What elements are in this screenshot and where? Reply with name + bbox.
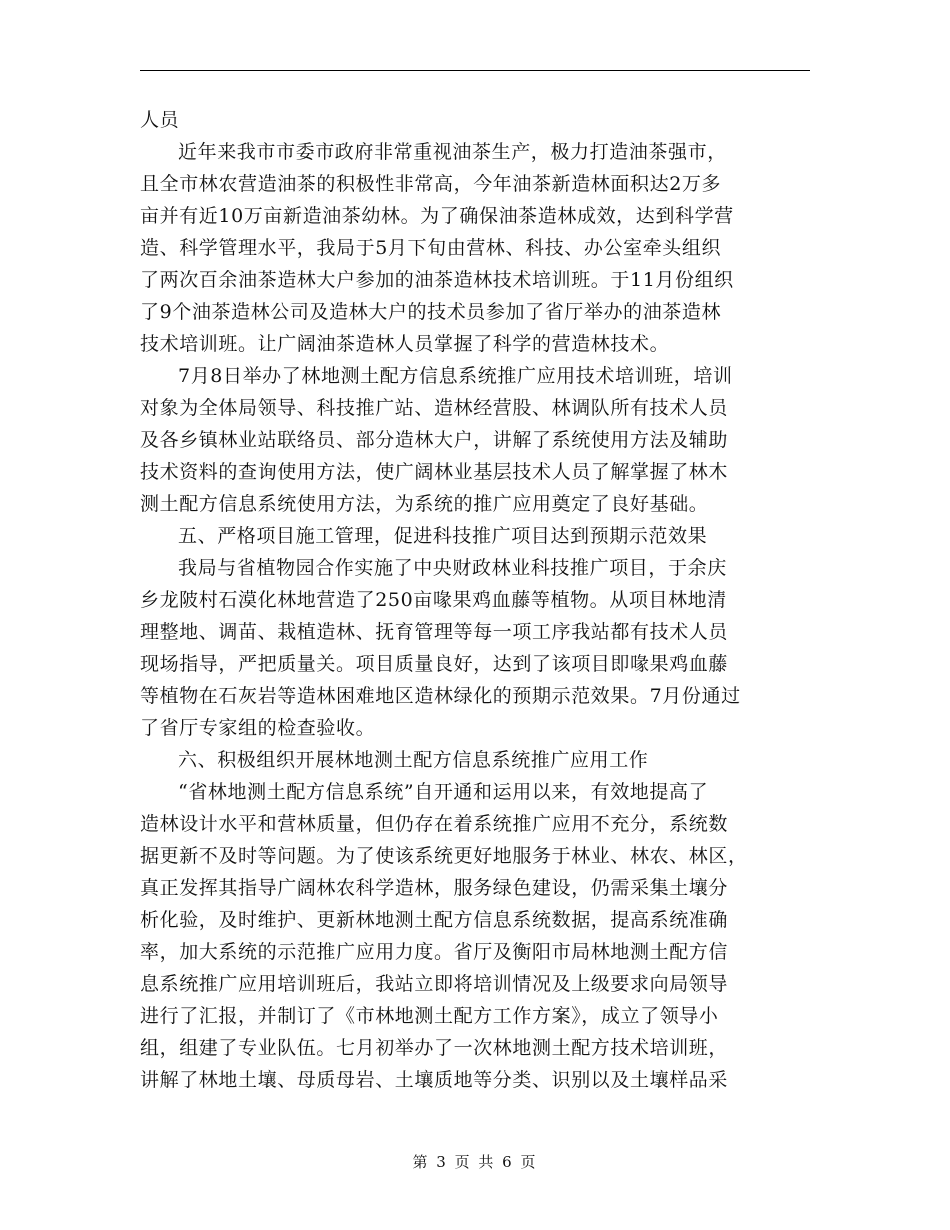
text-line: 息系统推广应用培训班后，我站立即将培训情况及上级要求向局领导 [140,973,729,995]
text-line: 率，加大系统的示范推广应用力度。省厅及衡阳市局林地测土配方信 [140,941,729,963]
text-line: 了两次百余油茶造林大户参加的油茶造林技术培训班。于11月份组织 [140,269,734,291]
text-line: 现场指导，严把质量关。项目质量良好，达到了该项目即喙果鸡血藤 [140,653,729,675]
text-line: 进行了汇报，并制订了《市林地测土配方工作方案》，成立了领导小 [140,1005,719,1027]
text-line: 理整地、调苗、栽植造林、抚育管理等每一项工序我站都有技术人员 [140,621,729,643]
text-line: 了省厅专家组的检查验收。 [140,717,376,739]
text-line: 且全市林农营造油茶的积极性非常高，今年油茶新造林面积达2万多 [140,173,722,195]
text-line: 亩并有近10万亩新造油茶幼林。为了确保油茶造林成效，达到科学营 [140,205,734,227]
text-line: 等植物在石灰岩等造林困难地区造林绿化的预期示范效果。7月份通过 [140,685,741,707]
body-text [140,104,812,1096]
text-line: 析化验，及时维护、更新林地测土配方信息系统数据，提高系统准确 [140,909,729,931]
text-line: 对象为全体局领导、科技推广站、造林经营股、林调队所有技术人员 [140,397,729,419]
text-line: 造林设计水平和营林质量，但仍存在着系统推广应用不充分，系统数 [140,813,729,835]
text-line: 六、积极组织开展林地测土配方信息系统推广应用工作 [178,749,649,771]
header-rule [140,70,810,71]
text-line: 测土配方信息系统使用方法，为系统的推广应用奠定了良好基础。 [140,493,709,515]
text-line: 7月8日举办了林地测土配方信息系统推广应用技术培训班，培训 [178,365,733,387]
text-line: 技术培训班。让广阔油茶造林人员掌握了科学的营造林技术。 [140,333,670,355]
text-line: 真正发挥其指导广阔林农科学造林，服务绿色建设，仍需采集土壤分 [140,877,729,899]
text-line: 人员 [140,109,180,131]
text-line: 组，组建了专业队伍。七月初举办了一次林地测土配方技术培训班， [140,1037,729,1059]
text-line: 了9个油茶造林公司及造林大户的技术员参加了省厅举办的油茶造林 [140,301,722,323]
page-number: 第 3 页 共 6 页 [412,1153,538,1171]
text-line: 造、科学管理水平，我局于5月下旬由营林、科技、办公室牵头组织 [140,237,722,259]
text-line: 讲解了林地土壤、母质母岩、土壤质地等分类、识别以及土壤样品采 [140,1069,729,1091]
text-line: 及各乡镇林业站联络员、部分造林大户，讲解了系统使用方法及辅助 [140,429,729,451]
text-line: “省林地测土配方信息系统”自开通和运用以来，有效地提高了 [178,781,709,803]
text-line: 乡龙陂村石漠化林地营造了250亩喙果鸡血藤等植物。从项目林地清 [140,589,727,611]
text-line: 据更新不及时等问题。为了使该系统更好地服务于林业、林农、林区， [140,845,748,867]
text-line: 技术资料的查询使用方法，使广阔林业基层技术人员了解掌握了林木 [140,461,729,483]
text-line: 近年来我市市委市政府非常重视油茶生产，极力打造油茶强市， [178,141,727,163]
text-line: 五、严格项目施工管理，促进科技推广项目达到预期示范效果 [178,525,708,547]
text-line: 我局与省植物园合作实施了中央财政林业科技推广项目，于余庆 [178,557,727,579]
